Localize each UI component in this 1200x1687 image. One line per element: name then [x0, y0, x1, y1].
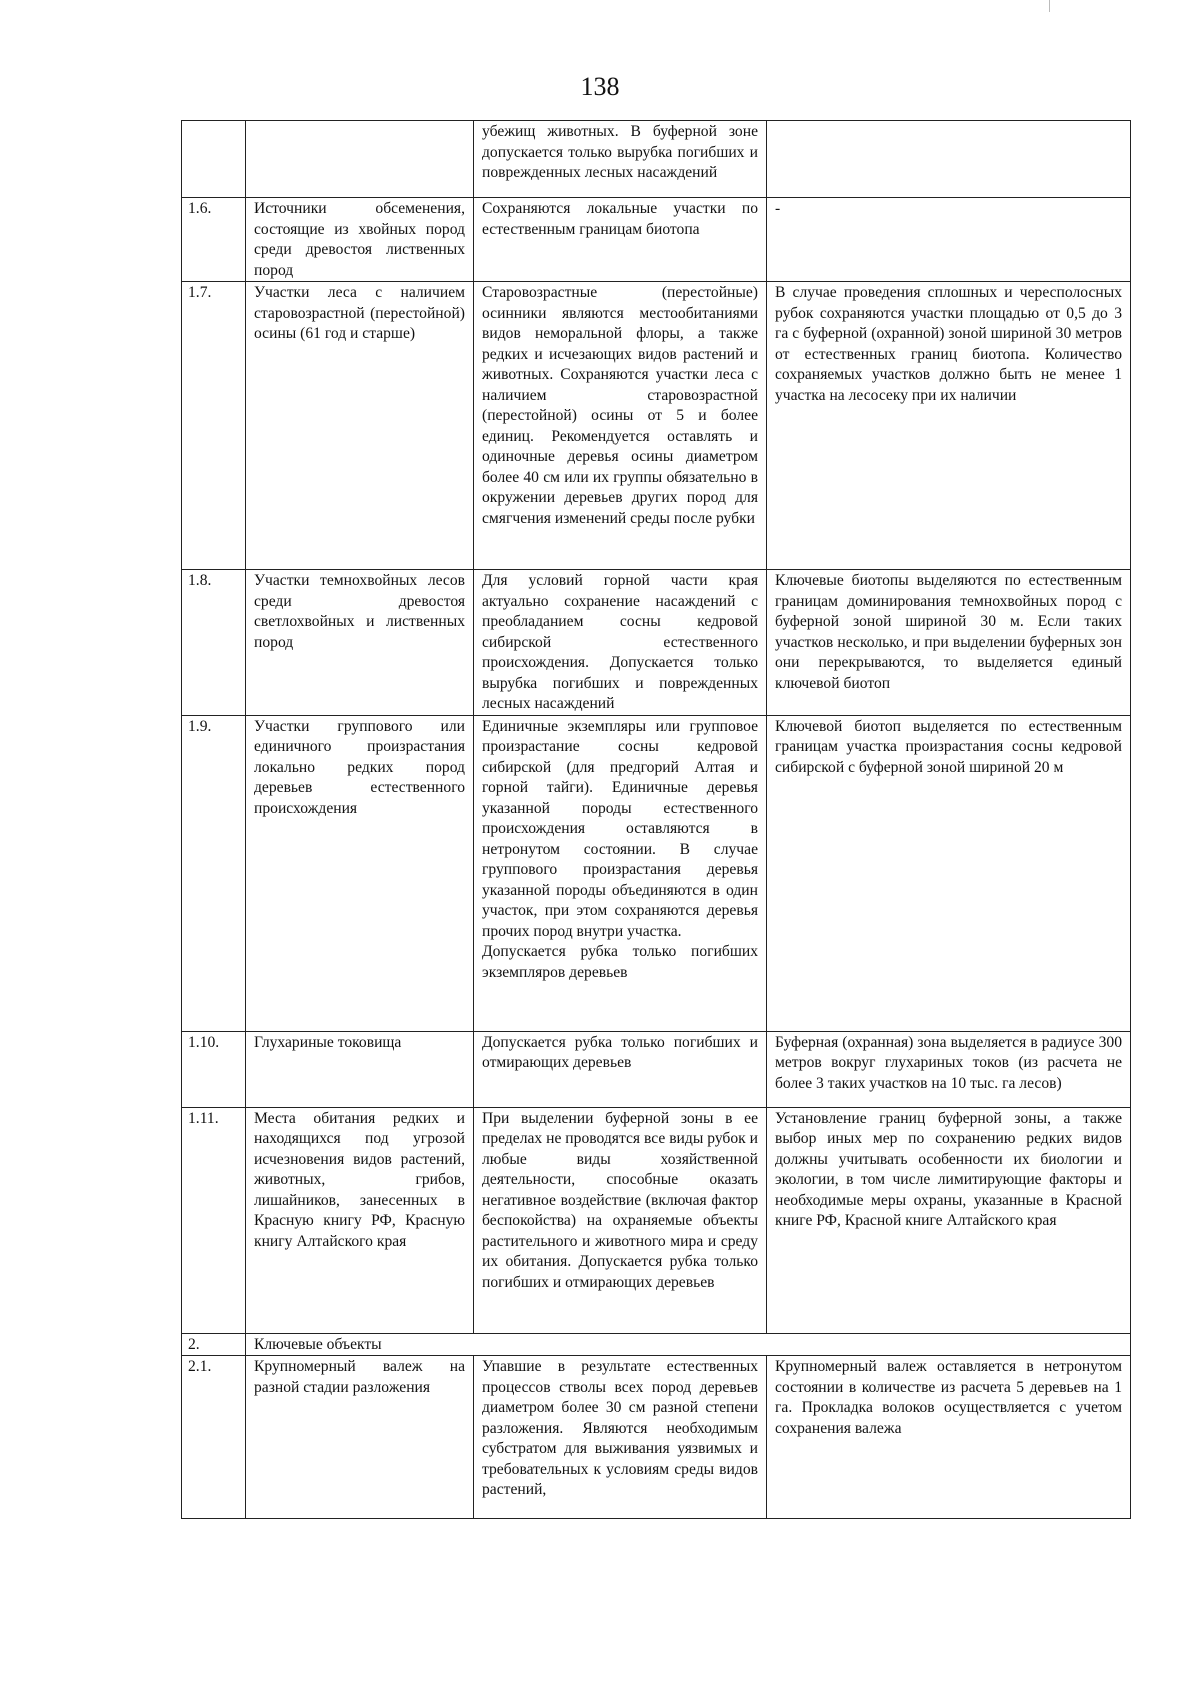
row-name: Крупномерный валеж на разной стадии разложения: [246, 1356, 474, 1519]
row-number: [182, 121, 246, 198]
table-row: [182, 198, 1131, 282]
row-number: 1.8.: [182, 570, 246, 716]
row-measures: Буферная (охранная) зона выделяется в радиусе 300 метров вокруг глухариных токов (из расчета не более 3 таких участков на 10 тыс. га лесов): [767, 1031, 1131, 1107]
row-number: 1.10.: [182, 1031, 246, 1107]
row-name: Места обитания редких и находящихся под угрозой исчезновения видов растений, животных, грибов, лишайников, занесенных в Красную книгу РФ, Красную книгу Алтайского края: [246, 1107, 474, 1333]
table-row: [182, 1107, 1131, 1333]
page-number: 138: [580, 72, 620, 101]
table-row: [182, 1031, 1131, 1107]
row-name: Участки леса с наличием старовозрастной (перестойной) осины (61 год и старше): [246, 282, 474, 570]
row-description-extra: Допускается рубка только погибших экземпляров деревьев: [482, 943, 758, 981]
row-number: 2.: [182, 1333, 246, 1356]
row-measures: Ключевой биотоп выделяется по естественным границам участка произрастания сосны кедровой сибирской с буферной зоной шириной 20 м: [767, 715, 1131, 1031]
row-description: Допускается рубка только погибших и отмирающих деревьев: [474, 1031, 767, 1107]
key-biotopes-table: [181, 120, 1131, 1519]
row-measures: Ключевые биотопы выделяются по естественным границам доминирования темнохвойных пород с буферной зоной шириной 30 м. Если таких участков несколько, и при выделении буферных зон они перекрываются, то выделяется единый ключевой биотоп: [767, 570, 1131, 716]
row-description-cell: [474, 715, 767, 1031]
row-number: 1.6.: [182, 198, 246, 282]
table-row: [182, 282, 1131, 570]
row-name: Глухариные токовища: [246, 1031, 474, 1107]
row-number: 1.9.: [182, 715, 246, 1031]
row-description: убежищ животных. В буферной зоне допускается только вырубка погибших и поврежденных лесных насаждений: [474, 121, 767, 198]
table-row: [182, 1333, 1131, 1356]
row-measures: [767, 121, 1131, 198]
row-name: [246, 121, 474, 198]
row-description: Упавшие в результате естественных процессов стволы всех пород деревьев диаметром более 30 см разной степени разложения. Являются необходимым субстратом для выживания уязвимых и требовательных к условиям среды видов растений,: [474, 1356, 767, 1519]
row-description: При выделении буферной зоны в ее пределах не проводятся все виды рубок и любые виды хозяйственной деятельности, способные оказать негативное воздействие (включая фактор беспокойства) на охраняемые объекты растительного и животного мира и среду их обитания. Допускается рубка только погибших и отмирающих деревьев: [474, 1107, 767, 1333]
row-description: Единичные экземпляры или групповое произрастание сосны кедровой сибирской (для предгорий Алтая и горной тайги). Единичные деревья указанной породы естественного происхождения оставляются в нетронутом состоянии. В случае группового произрастания деревья указанной породы объединяются в один участок, при этом сохраняются деревья прочих пород внутри участка.: [482, 717, 758, 940]
row-measures: Крупномерный валеж оставляется в нетронутом состоянии в количестве из расчета 5 деревьев на 1 га. Прокладка волоков осуществляется с учетом сохранения валежа: [767, 1356, 1131, 1519]
row-number: 2.1.: [182, 1356, 246, 1519]
table-row: [182, 121, 1131, 198]
row-name: Источники обсеменения, состоящие из хвойных пород среди древостоя лиственных пород: [246, 198, 474, 282]
row-number: 1.7.: [182, 282, 246, 570]
row-name: Участки группового или единичного произрастания локально редких пород деревьев естественного происхождения: [246, 715, 474, 1031]
section-title: Ключевые объекты: [246, 1333, 1131, 1356]
row-description: Для условий горной части края актуально сохранение насаждений с преобладанием сосны кедровой сибирской естественного происхождения. Допускается только вырубка погибших и поврежденных лесных насаждений: [474, 570, 767, 716]
row-number: 1.11.: [182, 1107, 246, 1333]
table-row: [182, 715, 1131, 1031]
row-measures: -: [767, 198, 1131, 282]
row-measures: В случае проведения сплошных и чересполосных рубок сохраняются участки площадью от 0,5 до 3 га с буферной (охранной) зоной шириной 30 метров от естественных границ биотопа. Количество сохраняемых участков должно быть не менее 1 участка на лесосеку при их наличии: [767, 282, 1131, 570]
row-name: Участки темнохвойных лесов среди древостоя светлохвойных и лиственных пород: [246, 570, 474, 716]
row-description: Старовозрастные (перестойные) осинники являются местообитаниями видов неморальной флоры, а также редких и исчезающих видов растений и животных. Сохраняются участки леса с наличием старовозрастной (перестойной) осины от 5 и более единиц. Рекомендуется оставлять и одиночные деревья осины диаметром более 40 см или их группы обязательно в окружении деревьев других пород для смягчения изменений среды после рубки: [474, 282, 767, 570]
row-measures: Установление границ буферной зоны, а также выбор иных мер по сохранению редких видов должны учитывать особенности их биологии и экологии, в том числе лимитирующие факторы и необходимые меры охраны, указанные в Красной книге РФ, Красной книге Алтайского края: [767, 1107, 1131, 1333]
scan-mark: [1049, 0, 1050, 12]
table-row: [182, 570, 1131, 716]
row-description: Сохраняются локальные участки по естественным границам биотопа: [474, 198, 767, 282]
table-row: [182, 1356, 1131, 1519]
